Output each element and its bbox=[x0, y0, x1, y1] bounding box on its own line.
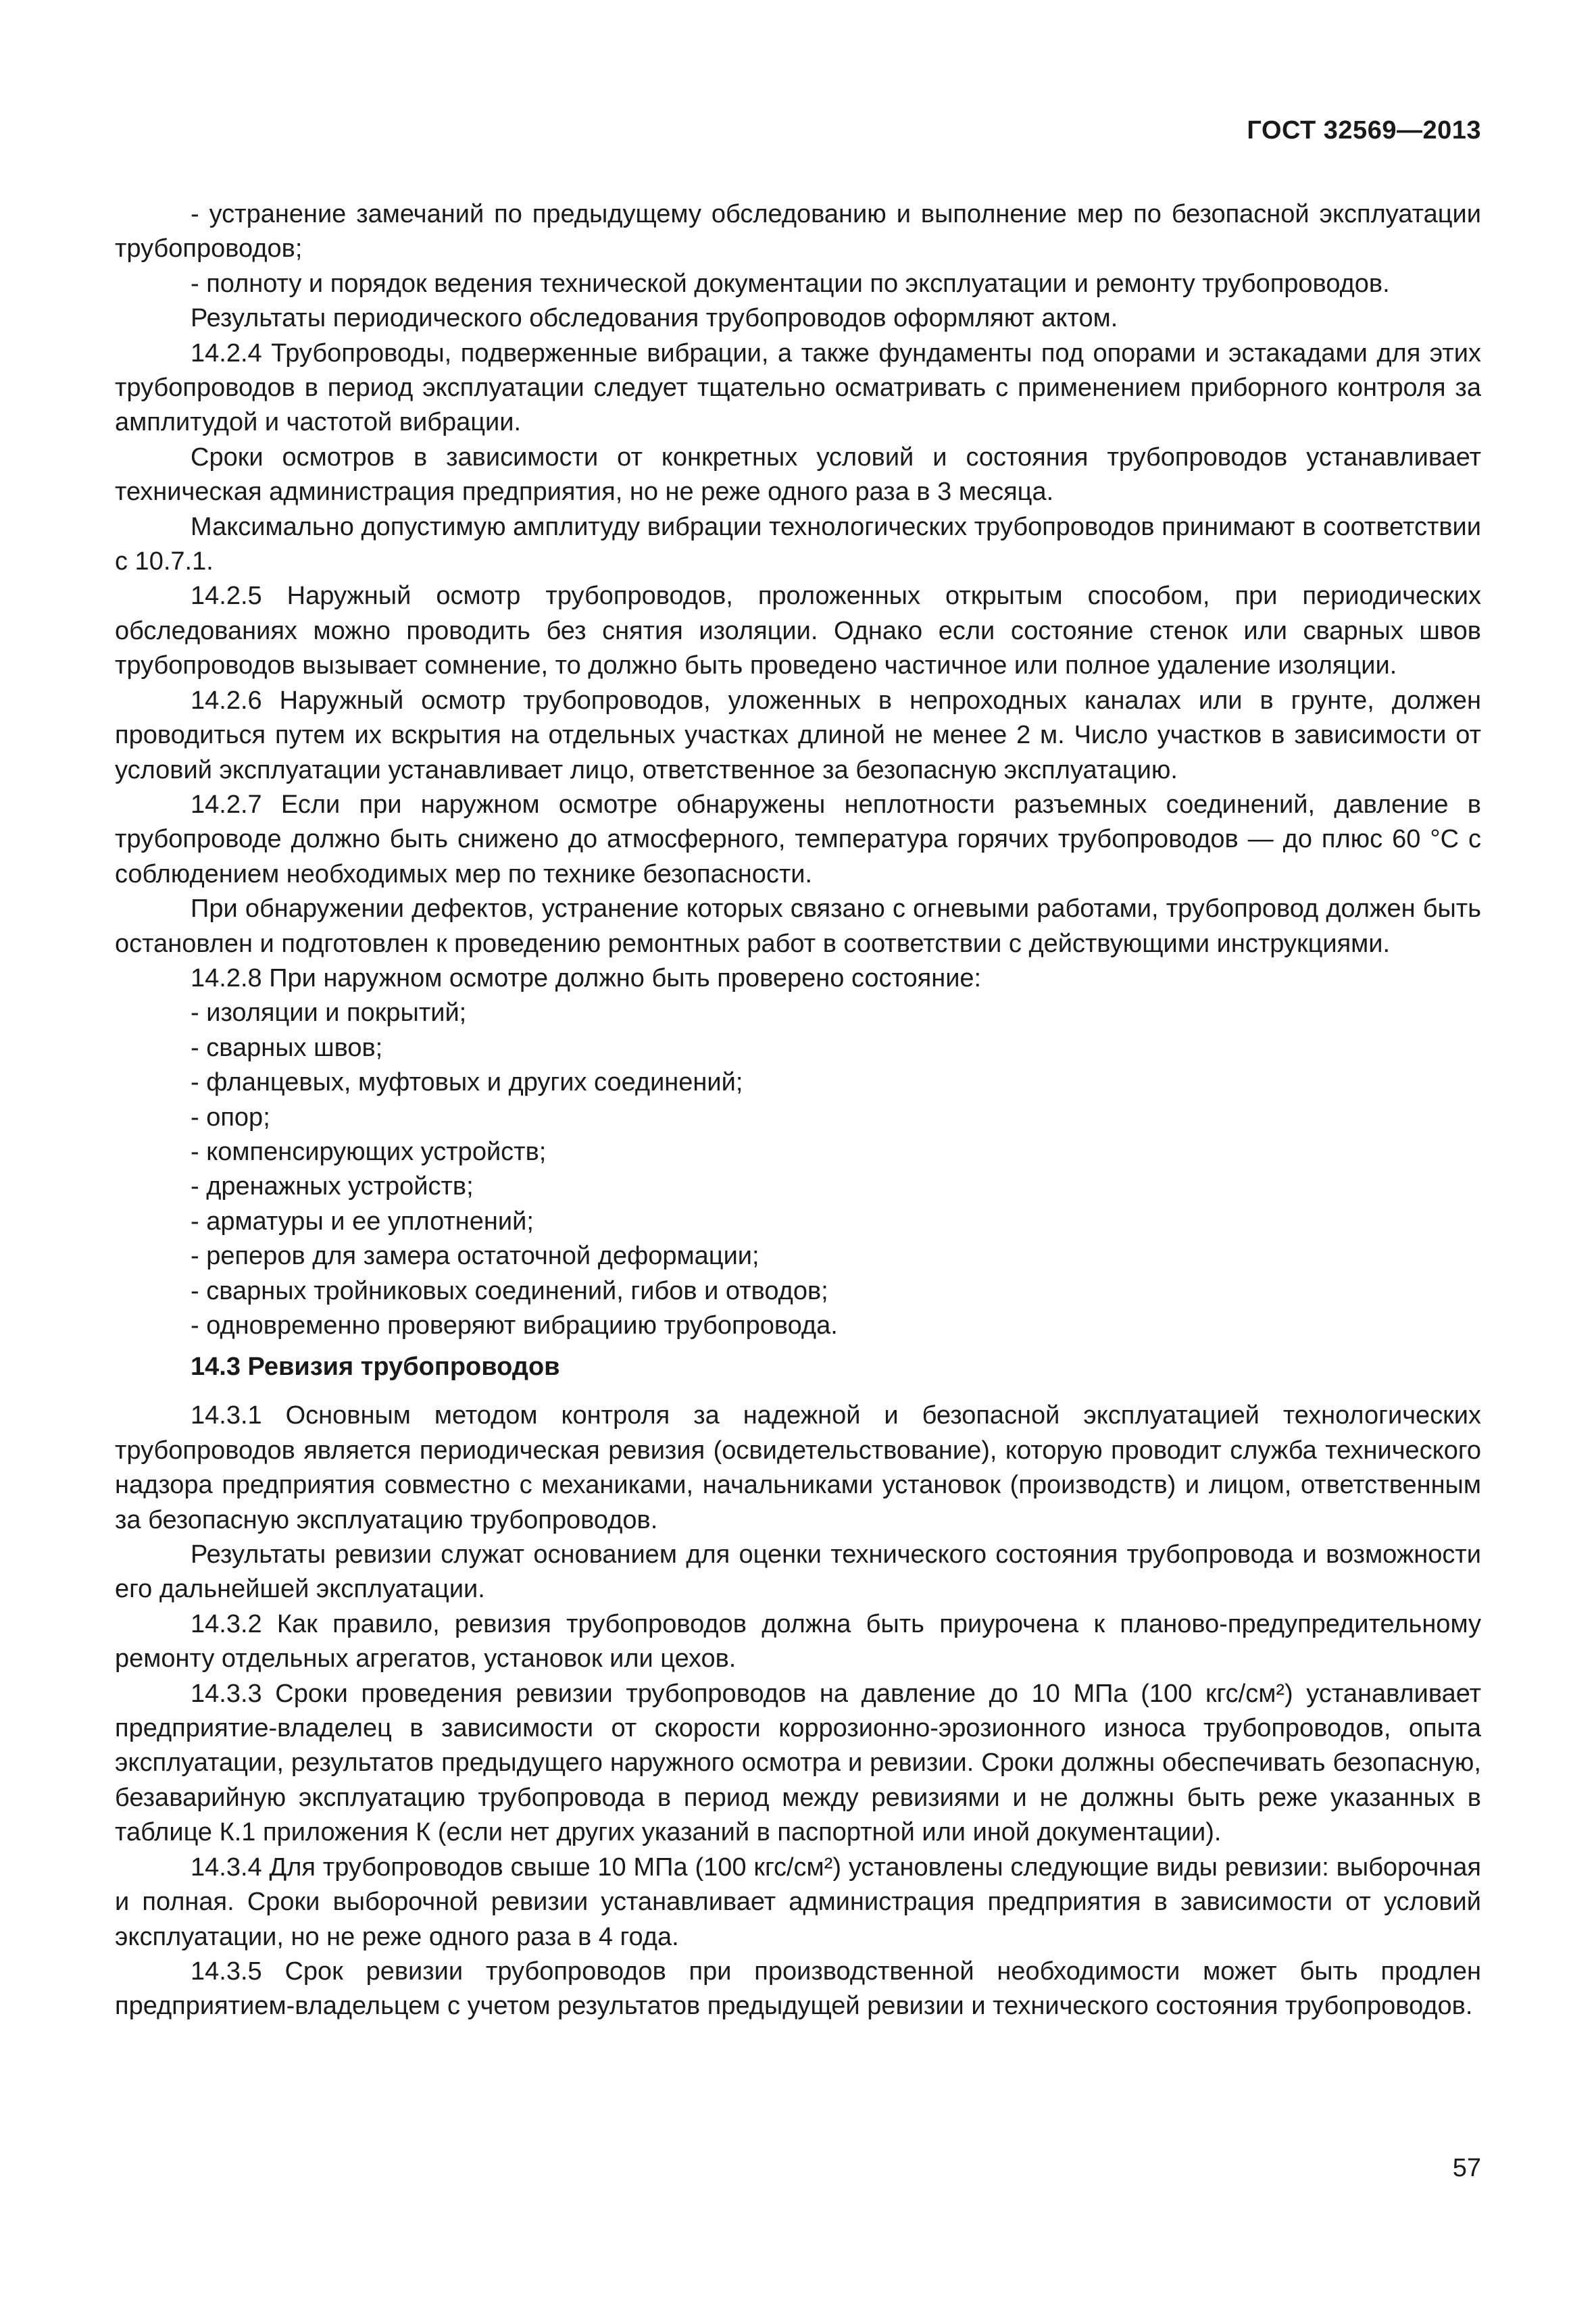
paragraph: - устранение замечаний по предыдущему обследованию и выполнение мер по безопасной эксплуатации трубопроводов; bbox=[115, 200, 1481, 263]
list-item: - сварных тройниковых соединений, гибов и отводов; bbox=[191, 1276, 828, 1305]
list-item: - дренажных устройств; bbox=[191, 1172, 474, 1201]
list-item: - фланцевых, муфтовых и других соединений; bbox=[191, 1068, 743, 1097]
list-item: - сварных швов; bbox=[191, 1033, 383, 1062]
paragraph: Результаты периодического обследования трубопроводов оформляют актом. bbox=[191, 304, 1118, 333]
paragraph: Максимально допустимую амплитуду вибрации технологических трубопроводов принимают в соответствии с 10.7.1. bbox=[115, 512, 1481, 576]
list-item: - арматуры и ее уплотнений; bbox=[191, 1207, 534, 1236]
document-body bbox=[115, 197, 1481, 2024]
section-heading: 14.3 Ревизия трубопроводов bbox=[191, 1353, 560, 1382]
list-item: - компенсирующих устройств; bbox=[191, 1137, 547, 1166]
paragraph: 14.2.4 Трубопроводы, подверженные вибрации, а также фундаменты под опорами и эстакадами для этих трубопроводов в период эксплуатации следует тщательно осматривать с применением приборного контроля за амплитудой и частотой вибрации. bbox=[115, 338, 1481, 437]
paragraph: 14.2.6 Наружный осмотр трубопроводов, уложенных в непроходных каналах или в грунте, должен проводиться путем их вскрытия на отдельных участках длиной не менее 2 м. Число участков в зависимости от условий эксплуатации устанавливает лицо, ответственное за безопасную эксплуатацию. bbox=[115, 686, 1481, 784]
paragraph: 14.3.1 Основным методом контроля за надежной и безопасной эксплуатацией технологических трубопроводов является периодическая ревизия (освидетельствование), которую проводит служба технического надзора предприятия совместно с механиками, начальниками установок (производств) и лицом, ответственным за безопасную эксплуатацию трубопроводов. bbox=[115, 1401, 1481, 1534]
paragraph: 14.2.5 Наружный осмотр трубопроводов, проложенных открытым способом, при периодических обследованиях можно проводить без снятия изоляции. Однако если состояние стенок или сварных швов трубопроводов вызывает сомнение, то должно быть проведено частичное или полное удаление изоляции. bbox=[115, 582, 1481, 680]
paragraph: Результаты ревизии служат основанием для оценки технического состояния трубопровода и возможности его дальнейшей эксплуатации. bbox=[115, 1540, 1481, 1604]
paragraph: 14.3.5 Срок ревизии трубопроводов при производственной необходимости может быть продлен предприятием-владельцем с учетом результатов предыдущей ревизии и технического состояния трубопроводов. bbox=[115, 1957, 1481, 2021]
paragraph: 14.2.7 Если при наружном осмотре обнаружены неплотности разъемных соединений, давление в трубопроводе должно быть снижено до атмосферного, температура горячих трубопроводов — до плюс 60 °С с соблюдением необходимых мер по технике безопасности. bbox=[115, 790, 1481, 888]
paragraph: При обнаружении дефектов, устранение которых связано с огневыми работами, трубопровод должен быть остановлен и подготовлен к проведению ремонтных работ в соответствии с действующими инструкциями. bbox=[115, 895, 1481, 958]
paragraph: Сроки осмотров в зависимости от конкретных условий и состояния трубопроводов устанавливает техническая администрация предприятия, но не реже одного раза в 3 месяца. bbox=[115, 443, 1481, 507]
page-number: 57 bbox=[1452, 2154, 1481, 2182]
paragraph: 14.2.8 При наружном осмотре должно быть проверено состояние: bbox=[191, 963, 982, 992]
paragraph: 14.3.3 Сроки проведения ревизии трубопроводов на давление до 10 МПа (100 кгс/см²) устанавливает предприятие-владелец в зависимости от скорости коррозионно-эрозионного износа трубопроводов, опыта эксплуатации, результатов предыдущего наружного осмотра и ревизии. Сроки должны обеспечивать безопасную, безаварийную эксплуатацию трубопровода в период между ревизиями и не должны быть реже указанных в таблице К.1 приложения К (если нет других указаний в паспортной или иной документации). bbox=[115, 1679, 1481, 1847]
list-item: - одновременно проверяют вибрациию трубопровода. bbox=[191, 1311, 838, 1340]
list-item: - изоляции и покрытий; bbox=[191, 999, 467, 1028]
paragraph: - полноту и порядок ведения технической документации по эксплуатации и ремонту трубопроводов. bbox=[191, 269, 1390, 298]
document-header: ГОСТ 32569—2013 bbox=[1247, 116, 1481, 145]
paragraph: 14.3.4 Для трубопроводов свыше 10 МПа (100 кгс/см²) установлены следующие виды ревизии: выборочная и полная. Сроки выборочной ревизии устанавливает администрация предприятия в зависимости от условий эксплуатации, но не реже одного раза в 4 года. bbox=[115, 1853, 1481, 1951]
list-item: - реперов для замера остаточной деформации; bbox=[191, 1242, 759, 1271]
paragraph: 14.3.2 Как правило, ревизия трубопроводов должна быть приурочена к планово-предупредительному ремонту отдельных агрегатов, установок или цехов. bbox=[115, 1609, 1481, 1674]
list-item: - опор; bbox=[191, 1103, 270, 1132]
